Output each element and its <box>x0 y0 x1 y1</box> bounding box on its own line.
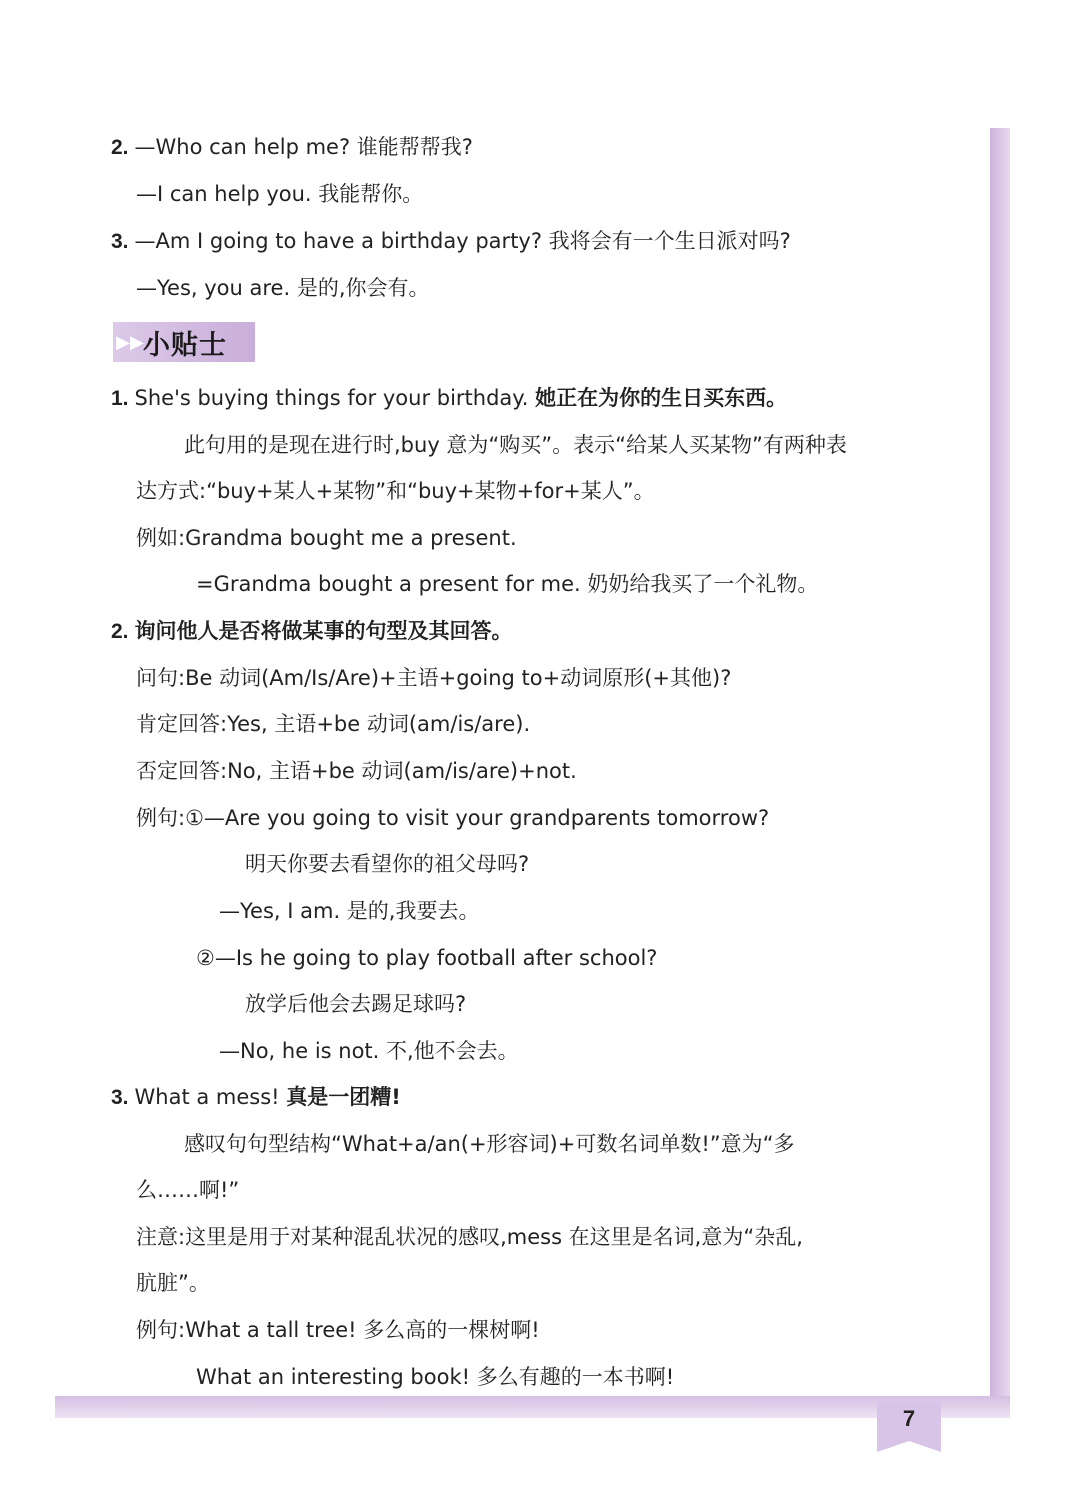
pattern-line: 否定回答:No, 主语+be 动词(am/is/are)+not. <box>136 759 577 783</box>
page-shadow-right <box>990 128 1010 1410</box>
example-line: ②—Is he going to play football after school? <box>196 946 658 970</box>
dialogue-line: —Yes, you are. 是的,你会有。 <box>136 276 430 300</box>
tip-item-heading: 1. She's buying things for your birthday. 她正在为你的生日买东西。 <box>111 386 788 410</box>
example-line: 例如:Grandma bought me a present. <box>136 526 517 550</box>
pattern-line: 肯定回答:Yes, 主语+be 动词(am/is/are). <box>136 712 531 736</box>
example-line: 放学后他会去踢足球吗? <box>245 992 467 1016</box>
tip-item-heading: 2. 询问他人是否将做某事的句型及其回答。 <box>111 619 513 643</box>
explanation-line: 感叹句句型结构“What+a/an(+形容词)+可数名词单数!”意为“多 <box>184 1132 795 1156</box>
note-line: 肮脏”。 <box>136 1271 210 1295</box>
tips-title: 小贴士 <box>143 329 227 361</box>
example-line: What an interesting book! 多么有趣的一本书啊! <box>196 1365 675 1389</box>
example-line: =Grandma bought a present for me. 奶奶给我买了一个礼物。 <box>196 572 819 596</box>
example-line: 例句:①—Are you going to visit your grandparents tomorrow? <box>136 806 770 830</box>
page-shadow-bottom <box>55 1396 1010 1418</box>
explanation-line: 么……啊!” <box>136 1178 240 1202</box>
page-number: 7 <box>902 1406 916 1431</box>
example-line: 例句:What a tall tree! 多么高的一棵树啊! <box>136 1318 540 1342</box>
example-line: —No, he is not. 不,他不会去。 <box>219 1039 519 1063</box>
double-arrow-icon: ▶▶ <box>116 331 144 353</box>
dialogue-line: 2. —Who can help me? 谁能帮帮我? <box>111 135 473 159</box>
dialogue-line: 3. —Am I going to have a birthday party? 我将会有一个生日派对吗? <box>111 229 791 253</box>
pattern-line: 问句:Be 动词(Am/Is/Are)+主语+going to+动词原形(+其他)? <box>136 666 732 690</box>
explanation-line: 达方式:“buy+某人+某物”和“buy+某物+for+某人”。 <box>136 479 655 503</box>
tip-item-heading: 3. What a mess! 真是一团糟! <box>111 1085 401 1109</box>
dialogue-line: —I can help you. 我能帮你。 <box>136 182 424 206</box>
tips-section-header <box>113 322 255 362</box>
note-line: 注意:这里是用于对某种混乱状况的感叹,mess 在这里是名词,意为“杂乱, <box>136 1225 803 1249</box>
example-line: 明天你要去看望你的祖父母吗? <box>245 852 530 876</box>
explanation-line: 此句用的是现在进行时,buy 意为“购买”。表示“给某人买某物”有两种表 <box>184 433 847 457</box>
example-line: —Yes, I am. 是的,我要去。 <box>219 899 480 923</box>
